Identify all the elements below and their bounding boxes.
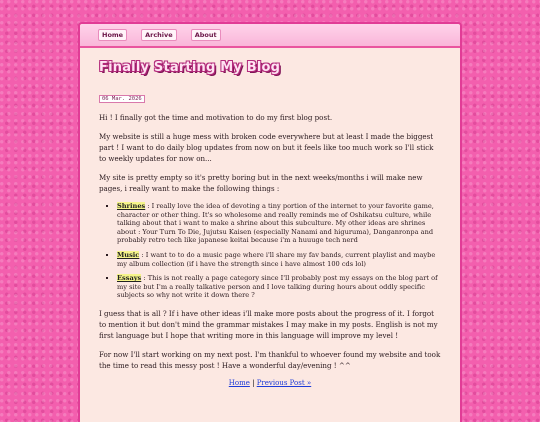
term-music: Music: [117, 250, 140, 259]
post-paragraph-1: Hi ! I finally got the time and motivation to do my first blog post.: [99, 113, 333, 122]
post-paragraph-4: I guess that is all ? If i have other ideas i'll make more posts about the progress of it. I forgot to mention it but don't mind the grammar mistakes I may make in my posts. English is not my first language but I hope that writing more in this language will improve my level !: [99, 308, 438, 340]
post-title: Finally Starting My Blog: [99, 60, 281, 75]
footer-home-link[interactable]: Home: [228, 378, 250, 387]
nav-home-link[interactable]: Home: [98, 29, 127, 41]
list-item-text: : This is not really a page category since I'll probably post my essays on the blog part of my site but I'm a really talkative person and I love talking during hours about oddly specific subjects so why not write it down there ?: [117, 274, 438, 300]
list-item-essays: [117, 274, 441, 300]
list-item-music: [117, 251, 441, 268]
post-content: [80, 48, 460, 387]
list-item-shrines: [117, 202, 441, 245]
post-paragraph-5: For now I'll start working on my next post. I'm thankful to whoever found my website and took the time to read this messy post ! Have a wonderful day/evening ! ^^: [99, 349, 441, 370]
post-footer-nav: [99, 379, 441, 387]
list-item-text: : I want to to do a music page where i'll share my fav bands, current playlist and maybe my album collection (if i have the strength since i have almost 100 cds lol): [117, 250, 436, 268]
post-paragraph-3: My site is pretty empty so it's pretty boring but in the next weeks/months i will make new pages, i really want to make the following things :: [99, 173, 423, 193]
previous-post-link[interactable]: Previous Post »: [256, 378, 312, 387]
term-essays: Essays: [117, 274, 142, 283]
nav-about-link[interactable]: About: [191, 29, 221, 41]
post-date: 06 Mar. 2026: [99, 95, 145, 103]
footer-separator: |: [249, 378, 257, 387]
page-container: [78, 22, 462, 422]
term-shrines: Shrines: [117, 202, 146, 210]
list-item-text: : I really love the idea of devoting a tiny portion of the internet to your favorite game, character or other thing. It's so wholesome and really reminds me of Oshikatsu culture, while talking about that i want to make a shrine about this subculture. My other ideas are shrines about : Your Turn To Die, Jujutsu Kaisen (especially Nanami and higuruma), Danganronpa and probably retro tech like japanese keitai because i'm a huuuge tech nerd: [117, 202, 434, 245]
post-paragraph-2: My website is still a huge mess with broken code everywhere but at least I made the biggest part ! I want to do daily blog updates from now on but it feels like too much work so I'll stick to weekly updates for now on...: [99, 132, 434, 163]
planned-pages-list: [99, 202, 441, 300]
nav-archive-link[interactable]: Archive: [141, 29, 177, 41]
top-navbar: [80, 24, 460, 48]
